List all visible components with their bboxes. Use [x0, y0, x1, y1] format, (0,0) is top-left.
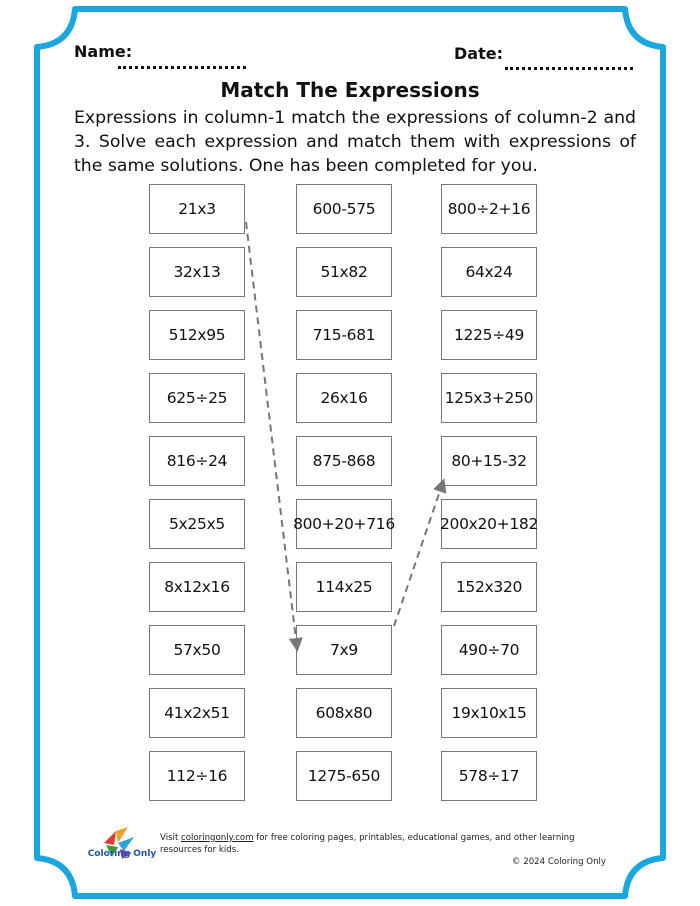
logo-text: Coloring Only: [87, 849, 157, 859]
copyright: © 2024 Coloring Only: [511, 857, 606, 867]
expression-box-col2-row6[interactable]: 800+20+716: [296, 499, 392, 549]
page-title: Match The Expressions: [220, 78, 480, 102]
expression-box-col3-row8[interactable]: 490÷70: [441, 625, 537, 675]
coloring-only-logo: [94, 823, 150, 867]
expression-box-col2-row1[interactable]: 600-575: [296, 184, 392, 234]
date-label: Date:: [454, 44, 503, 63]
expression-box-col2-row7[interactable]: 114x25: [296, 562, 392, 612]
expression-box-col2-row5[interactable]: 875-868: [296, 436, 392, 486]
name-label: Name:: [74, 42, 133, 61]
expression-box-col1-row3[interactable]: 512x95: [149, 310, 245, 360]
expression-box-col2-row4[interactable]: 26x16: [296, 373, 392, 423]
expression-box-col3-row10[interactable]: 578÷17: [441, 751, 537, 801]
expression-box-col1-row8[interactable]: 57x50: [149, 625, 245, 675]
footer-text: [160, 832, 606, 868]
match-line-2: [394, 482, 443, 626]
expression-box-col1-row1[interactable]: 21x3: [149, 184, 245, 234]
expression-box-col3-row1[interactable]: 800÷2+16: [441, 184, 537, 234]
expression-box-col3-row6[interactable]: 200x20+182: [441, 499, 537, 549]
expression-box-col3-row5[interactable]: 80+15-32: [441, 436, 537, 486]
expression-box-col1-row4[interactable]: 625÷25: [149, 373, 245, 423]
expression-box-col1-row7[interactable]: 8x12x16: [149, 562, 245, 612]
expression-box-col1-row10[interactable]: 112÷16: [149, 751, 245, 801]
expression-box-col1-row2[interactable]: 32x13: [149, 247, 245, 297]
expression-box-col3-row3[interactable]: 1225÷49: [441, 310, 537, 360]
expression-box-col2-row3[interactable]: 715-681: [296, 310, 392, 360]
expression-box-col1-row5[interactable]: 816÷24: [149, 436, 245, 486]
expression-box-col3-row2[interactable]: 64x24: [441, 247, 537, 297]
footer-suffix: for free coloring pages, printables, educational games, and other learning resources for kids.: [160, 833, 575, 855]
expression-box-col3-row7[interactable]: 152x320: [441, 562, 537, 612]
footer-link[interactable]: coloringonly.com: [181, 833, 254, 843]
expression-box-col2-row10[interactable]: 1275-650: [296, 751, 392, 801]
expression-box-col2-row2[interactable]: 51x82: [296, 247, 392, 297]
expression-box-col1-row6[interactable]: 5x25x5: [149, 499, 245, 549]
expression-box-col1-row9[interactable]: 41x2x51: [149, 688, 245, 738]
match-line-1: [246, 222, 297, 648]
expression-box-col2-row9[interactable]: 608x80: [296, 688, 392, 738]
footer-line: [160, 832, 606, 856]
footer-prefix: Visit: [160, 833, 182, 843]
instructions: Expressions in column-1 match the expressions of column-2 and 3. Solve each expression and match them with expressions of the same solutions. One has been completed for you.: [74, 108, 636, 176]
expression-box-col3-row4[interactable]: 125x3+250: [441, 373, 537, 423]
expression-box-col2-row8[interactable]: 7x9: [296, 625, 392, 675]
expression-box-col3-row9[interactable]: 19x10x15: [441, 688, 537, 738]
